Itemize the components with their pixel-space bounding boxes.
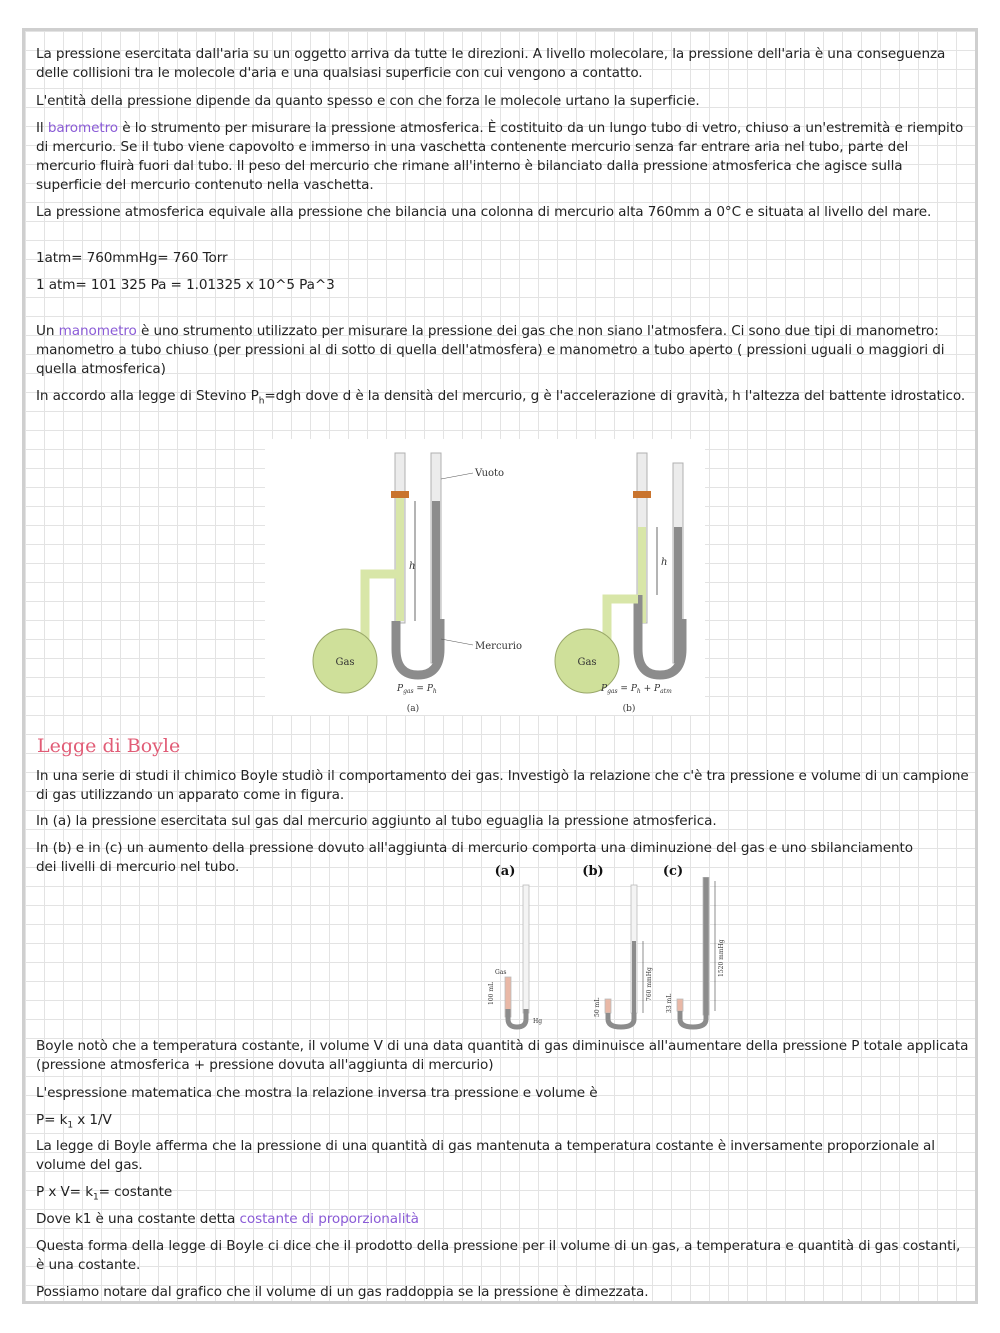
mercury-column	[703, 877, 709, 1015]
text: x 1/V	[73, 1112, 112, 1128]
paragraph-boyle-observation: Boyle notò che a temperatura costante, il volume V di una data quantità di gas diminuisce all'aumentare della pressione P totale applicata (pressione atmosferica + pressione dovuta all'aggiunta di mercurio)	[36, 1038, 969, 1073]
mercury-column	[632, 941, 636, 1021]
gas-label: Gas	[495, 969, 507, 976]
paragraph-stevino	[36, 387, 971, 406]
equation-pv-constant	[36, 1183, 971, 1202]
manometer-b	[555, 453, 683, 714]
subscript: 1	[92, 1192, 99, 1203]
gas-column	[396, 491, 404, 621]
manometer-figure	[265, 439, 705, 715]
mercury-u-tube	[608, 1013, 634, 1027]
text: = costante	[98, 1184, 173, 1200]
height-label: h	[409, 561, 416, 572]
proportionality-term: costante di proporzionalità	[239, 1211, 419, 1227]
manometer-a	[313, 453, 522, 714]
subscript: h	[258, 396, 265, 407]
gas-column	[605, 999, 611, 1013]
manometer-figure-svg	[265, 439, 705, 715]
gas-label: Gas	[577, 657, 597, 668]
apparatus-c-svg	[655, 877, 745, 1037]
section-heading-boyle: Legge di Boyle	[37, 735, 181, 757]
caption-b: (b)	[622, 704, 636, 714]
paragraph-air-pressure: La pressione esercitata dall'aria su un oggetto arriva da tutte le direzioni. A livello molecolare, la pressione dell'aria è una conseguenza delle collisioni tra le molecole d'aria e una qualsiasi superficie con cui vengono a contatto.	[36, 46, 946, 81]
paragraph-boyle-studies: In una serie di studi il chimico Boyle studiò il comportamento dei gas. Investigò la relazione che c'è tra pressione e volume di un campione di gas utilizzando un apparato come in figura.	[36, 768, 969, 803]
hg-label: Hg	[533, 1018, 543, 1025]
paragraph-atmospheric-pressure: La pressione atmosferica equivale alla pressione che bilancia una colonna di mercurio alta 760mm a 0°C e situata al livello del mare.	[36, 204, 932, 220]
equation-atm-pa: 1 atm= 101 325 Pa = 1.01325 x 10^5 Pa^3	[36, 277, 335, 293]
text: è uno strumento utilizzato per misurare la pressione dei gas che non siano l'atmosfera. Ci sono due tipi di manometro: manometro a tubo chiuso (per pressioni al di sotto di quella dell'atmosfera) e manometro a tubo aperto ( pressioni uguali o maggiori di quella atmosferica)	[36, 323, 945, 377]
vuoto-label: Vuoto	[475, 468, 505, 479]
paragraph-case-b-c: In (b) e in (c) un aumento della pressione dovuto all'aggiunta di mercurio comporta una diminuzione del gas e uno sbilanciamento dei livelli di mercurio nel tubo.	[36, 840, 913, 875]
text: P x V= k	[36, 1184, 93, 1200]
paragraph-pv-product: Questa forma della legge di Boyle ci dice che il prodotto della pressione per il volume di un gas, a temperatura e quantità di gas costanti, è una costante.	[36, 1238, 961, 1273]
formula-b: $P_{gas} = P_h + P_{atm}$	[601, 684, 672, 695]
leader-line	[441, 473, 473, 479]
apparatus-b	[594, 885, 653, 1027]
caption-a: (a)	[406, 704, 420, 714]
text: Un	[36, 323, 59, 339]
valve	[391, 491, 409, 498]
paragraph-k1-definition	[36, 1210, 971, 1229]
height-label: h	[661, 557, 668, 568]
paragraph-manometer	[36, 322, 971, 379]
label-b: (b)	[582, 864, 604, 879]
notebook-page	[22, 28, 978, 1304]
apparatus-a	[488, 885, 542, 1027]
open-tube	[523, 885, 529, 1013]
gas-column	[677, 999, 683, 1011]
text: Dove k1 è una costante detta	[36, 1211, 240, 1227]
barometer-term: barometro	[47, 120, 119, 136]
paragraph-volume-doubles: Possiamo notare dal grafico che il volume di un gas raddoppia se la pressione è dimezzata.	[36, 1284, 649, 1300]
pressure-label: 760 mmHg	[646, 967, 653, 1001]
text: P= k	[36, 1112, 68, 1128]
text: =dgh dove d è la densità del mercurio, g è l'accelerazione di gravità, h l'altezza del battente idrostatico.	[264, 388, 966, 404]
label-c: (c)	[662, 864, 684, 879]
equation-atm-mmhg: 1atm= 760mmHg= 760 Torr	[36, 250, 228, 266]
text: è lo strumento per misurare la pressione atmosferica. È costituito da un lungo tubo di vetro, chiuso a un'estremità e riempito di mercurio. Se il tubo viene capovolto e immerso in una vaschetta contenente mercurio senza far entrare aria nel tubo, parte del mercurio fluirà fuori dal tubo. Il peso del mercurio che rimane all'interno è bilanciato dalla pressione atmosferica che agisce sulla superficie del mercurio contenuto nella vaschetta.	[36, 120, 964, 193]
label-a: (a)	[494, 864, 516, 879]
paragraph-inverse-relation: L'espressione matematica che mostra la relazione inversa tra pressione e volume è	[36, 1085, 598, 1101]
valve	[633, 491, 651, 498]
manometer-term: manometro	[58, 323, 137, 339]
paragraph-barometer	[36, 119, 971, 195]
paragraph-boyle-law: La legge di Boyle afferma che la pressione di una quantità di gas mantenuta a temperatura costante è inversamente proporzionale al volume del gas.	[36, 1138, 935, 1173]
volume-label: 50 mL	[594, 997, 601, 1017]
pressure-label: 1520 mmHg	[718, 939, 725, 977]
volume-label: 100 mL	[488, 981, 495, 1005]
text: In accordo alla legge di Stevino P	[36, 388, 259, 404]
apparatus-c-figure	[655, 877, 745, 1037]
mercurio-label: Mercurio	[475, 641, 522, 652]
paragraph-case-a: In (a) la pressione esercitata sul gas dal mercurio aggiunto al tubo eguaglia la pressione atmosferica.	[36, 813, 717, 829]
subscript: 1	[67, 1120, 74, 1131]
volume-label: 33 mL	[666, 993, 673, 1013]
paragraph-pressure-entity: L'entità della pressione dipende da quanto spesso e con che forza le molecole urtano la superficie.	[36, 93, 700, 109]
mercury-u-tube	[680, 1011, 706, 1027]
formula-a: $P_{gas} = P_h$	[397, 684, 437, 695]
equation-p-k1-v	[36, 1111, 971, 1130]
text: Il	[36, 120, 48, 136]
leader-line	[441, 639, 473, 645]
gas-label: Gas	[335, 657, 355, 668]
